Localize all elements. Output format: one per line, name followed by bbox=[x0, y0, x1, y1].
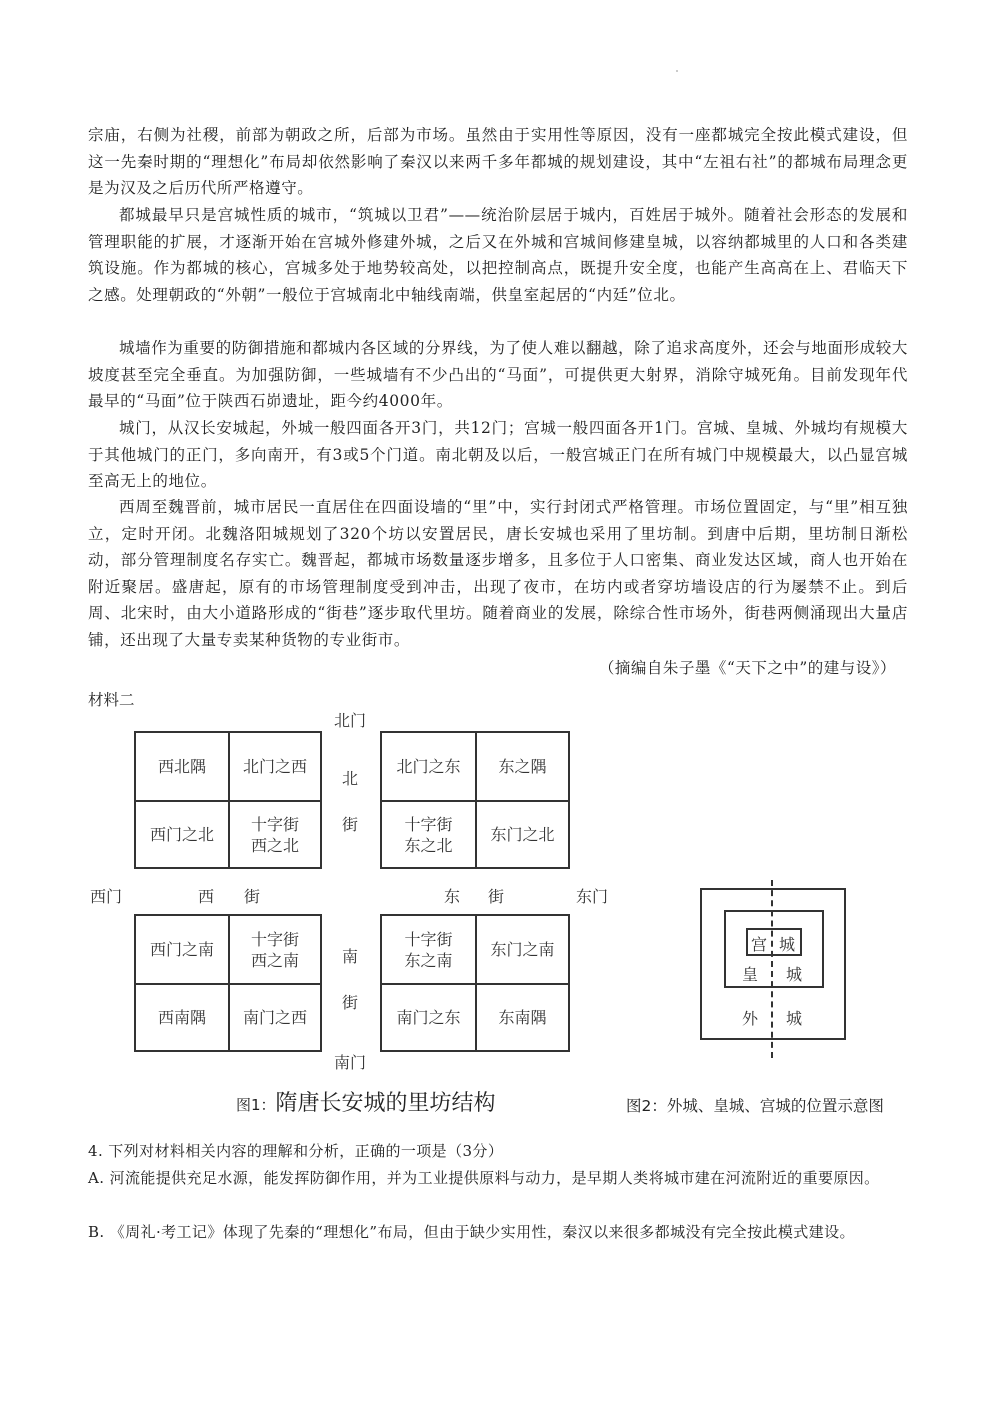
paragraph-1: 宗庙，右侧为社稷，前部为朝政之所，后部为市场。虽然由于实用性等原因，没有一座都城完全按此模式建设，但这一先秦时期的“理想化”布局却依然影响了秦汉以来两千多年都城的规划建设，其中“左祖右社”的都城布局理念更是为汉及之后历代所严格遵守。 bbox=[88, 126, 908, 197]
block-southeast bbox=[380, 914, 570, 1052]
paragraph-3: 城墙作为重要的防御措施和都城内各区域的分界线，为了使人难以翻越，除了追求高度外，还会与地面形成较大坡度甚至完全垂直。为加强防御，一些城墙有不少凸出的“马面”，可提供更大射界，消除守城死角。目前发现年代最早的“马面”位于陕西石峁遗址，距今约4000年。 bbox=[88, 339, 908, 410]
ward-ximen-zhinan: 西门之南 bbox=[149, 940, 214, 959]
south-street-label-2: 街 bbox=[342, 993, 359, 1012]
ward-shizijie-xizhibei: 十字街 西之北 bbox=[250, 814, 299, 855]
ward-dongmen-zhinan: 东门之南 bbox=[490, 940, 555, 959]
outer-city-label-1: 外 bbox=[742, 1009, 759, 1028]
paragraph-4: 城门，从汉长安城起，外城一般四面各开3门，共12门；宫城一般四面各开1门。宫城、皇城、外城均有规模大于其他城门的正门，多向南开，有3或5个门道。南北朝及以后，一般宫城正门在所有城门中规模最大，以凸显宫城至高无上的地位。 bbox=[88, 419, 908, 490]
ward-nanmen-zhixi: 南门之西 bbox=[242, 1008, 307, 1027]
west-street-label-1: 西 bbox=[198, 887, 215, 906]
block-northwest bbox=[134, 731, 322, 869]
block-northeast bbox=[380, 731, 570, 869]
ward-shizijie-dongzhibei: 十字街 东之北 bbox=[404, 814, 453, 855]
ward-shizijie-dongzhinan: 十字街 东之南 bbox=[404, 929, 453, 970]
block-southwest bbox=[134, 914, 322, 1052]
north-street-label-2: 街 bbox=[342, 815, 359, 834]
palace-city-label-1: 宫 bbox=[751, 935, 768, 954]
figure-1-caption-prefix: 图1： bbox=[236, 1096, 276, 1114]
east-gate-label: 东门 bbox=[576, 887, 609, 906]
outer-city-label-2: 城 bbox=[786, 1009, 803, 1028]
ward-nanmen-zhidong: 南门之东 bbox=[396, 1008, 461, 1027]
palace-city-label-2: 城 bbox=[779, 935, 796, 954]
north-gate-label: 北门 bbox=[334, 711, 367, 730]
scan-speck bbox=[676, 70, 678, 72]
north-street-label-1: 北 bbox=[342, 769, 359, 788]
central-axis-dashed-line bbox=[771, 880, 773, 1058]
ward-xinanyu: 西南隅 bbox=[157, 1008, 206, 1027]
east-street-label-2: 街 bbox=[488, 887, 505, 906]
ward-beimen-zhixi: 北门之西 bbox=[242, 757, 307, 776]
option-b: B. 《周礼·考工记》体现了先秦的“理想化”布局，但由于缺少实用性，秦汉以来很多都城没有完全按此模式建设。 bbox=[88, 1223, 855, 1241]
ward-dongmen-zhibei: 东门之北 bbox=[490, 825, 555, 844]
ward-dongzhiyu: 东之隅 bbox=[498, 757, 547, 776]
figure-2-caption: 图2：外城、皇城、宫城的位置示意图 bbox=[626, 1097, 884, 1115]
south-gate-label: 南门 bbox=[334, 1053, 367, 1072]
figure-1-caption bbox=[236, 1086, 496, 1117]
paragraph-2: 都城最早只是宫城性质的城市，“筑城以卫君”——统治阶层居于城内，百姓居于城外。随着社会形态的发展和管理职能的扩展，才逐渐开始在宫城外修建外城，之后又在外城和宫城间修建皇城，以容纳都城里的人口和各类建筑设施。作为都城的核心，宫城多处于地势较高处，以把控制高点，既提升安全度，也能产生高高在上、君临天下之感。处理朝政的“外朝”一般位于宫城南北中轴线南端，供皇室起居的“内廷”位北。 bbox=[88, 206, 908, 304]
south-street-label-1: 南 bbox=[342, 947, 359, 966]
ward-ximen-zhibei: 西门之北 bbox=[149, 825, 214, 844]
figure-1-caption-title: 隋唐长安城的里坊结构 bbox=[275, 1091, 496, 1116]
question-4-stem: 4. 下列对材料相关内容的理解和分析，正确的一项是（3分） bbox=[88, 1142, 504, 1160]
ward-xibeiyu: 西北隅 bbox=[157, 757, 206, 776]
west-street-label-2: 街 bbox=[244, 887, 261, 906]
paragraph-5: 西周至魏晋前，城市居民一直居住在四面设墙的“里”中，实行封闭式严格管理。市场位置固定，与“里”相互独立，定时开闭。北魏洛阳城规划了320个坊以安置居民，唐长安城也采用了里坊制。到唐中后期，里坊制日渐松动，部分管理制度名存实亡。魏晋起，都城市场数量逐步增多，且多位于人口密集、商业发达区域，商人也开始在附近聚居。盛唐起，原有的市场管理制度受到冲击，出现了夜市，在坊内或者穿坊墙设店的行为屡禁不止。到后周、北宋时，由大小道路形成的“街巷”逐步取代里坊。随着商业的发展，除综合性市场外，街巷两侧涌现出大量店铺，还出现了大量专卖某种货物的专业街市。 bbox=[88, 498, 908, 649]
ward-dongnanyu: 东南隅 bbox=[498, 1008, 547, 1027]
material-two-heading: 材料二 bbox=[88, 691, 135, 709]
option-a: A. 河流能提供充足水源，能发挥防御作用，并为工业提供原料与动力，是早期人类将城市建在河流附近的重要原因。 bbox=[88, 1169, 880, 1187]
imperial-city-label-1: 皇 bbox=[742, 965, 759, 984]
ward-beimen-zhidong: 北门之东 bbox=[396, 757, 461, 776]
ward-shizijie-xizhinan: 十字街 西之南 bbox=[250, 929, 299, 970]
source-citation: （摘编自朱子墨《“天下之中”的建与设》） bbox=[598, 659, 896, 677]
imperial-city-label-2: 城 bbox=[786, 965, 803, 984]
west-gate-label: 西门 bbox=[90, 887, 123, 906]
east-street-label-1: 东 bbox=[444, 887, 461, 906]
